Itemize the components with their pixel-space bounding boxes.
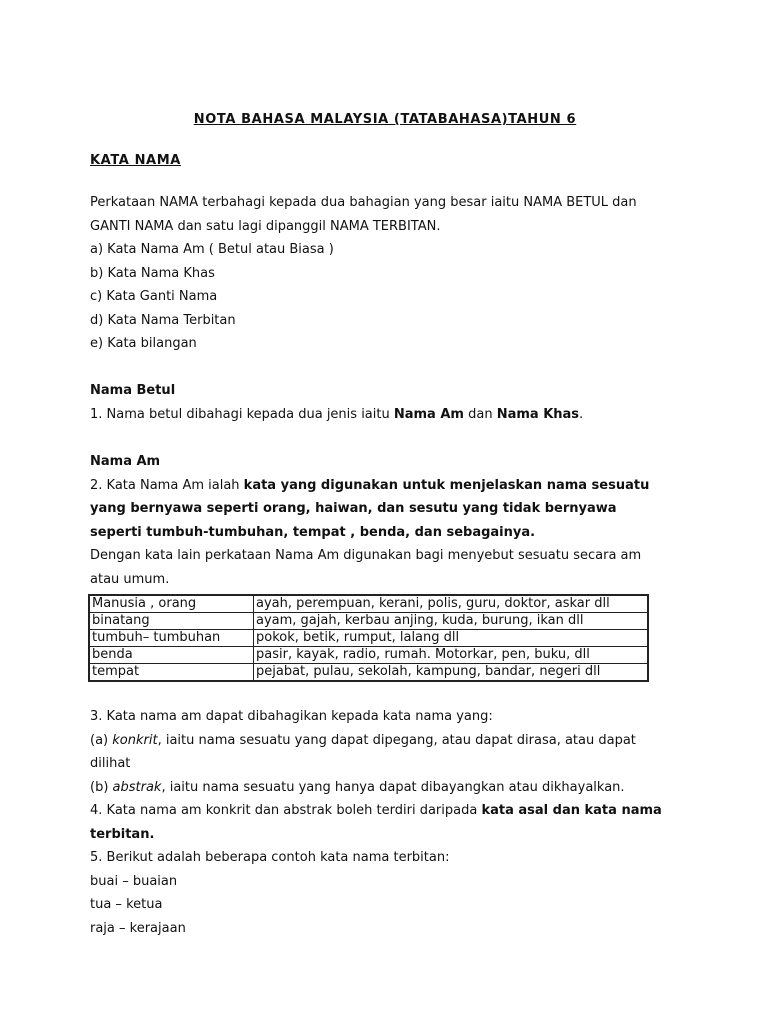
category-cell: binatang: [89, 613, 254, 630]
bold-term: kata asal dan kata nama terbitan.: [90, 803, 662, 842]
nama-am-block: [90, 450, 670, 591]
list-item: a) Kata Nama Am ( Betul atau Biasa ): [90, 242, 334, 257]
abstrak-item: [90, 776, 670, 800]
text-segment: 4. Kata nama am konkrit dan abstrak boleh terdiri daripada: [90, 803, 482, 818]
list-item: e) Kata bilangan: [90, 336, 197, 351]
nama-betul-paragraph: [90, 403, 670, 427]
nama-am-explanation: Dengan kata lain perkataan Nama Am digunakan bagi menyebut sesuatu secara am atau umum.: [90, 548, 642, 587]
bold-definition: kata yang digunakan untuk menjelaskan nama sesuatu yang bernyawa seperti orang, haiwan, dan sesutu yang tidak bernyawa seperti tumbuh-tumbuhan, tempat , benda, dan sebagainya.: [90, 477, 650, 540]
konkrit-item: [90, 729, 670, 776]
bold-term: Nama Khas: [496, 406, 580, 422]
table-row: [89, 630, 648, 647]
italic-term: konkrit: [112, 732, 158, 748]
category-cell: tumbuh– tumbuhan: [89, 630, 254, 647]
intro-paragraph: Perkataan NAMA terbahagi kepada dua bahagian yang besar iaitu NAMA BETUL dan GANTI NAMA dan satu lagi dipanggil NAMA TERBITAN.: [90, 195, 637, 234]
table-row: [89, 613, 648, 630]
list-item: b) Kata Nama Khas: [90, 265, 215, 281]
category-cell: tempat: [89, 664, 254, 682]
examples-cell: pasir, kayak, radio, rumah. Motorkar, pen, buku, dll: [254, 647, 649, 664]
example-item: tua – ketua: [90, 897, 163, 912]
examples-cell: ayah, perempuan, kerani, polis, guru, doktor, askar dll: [254, 595, 649, 613]
list-item: c) Kata Ganti Nama: [90, 289, 218, 304]
bold-term: Nama Am: [393, 406, 464, 422]
text-segment: , iaitu nama sesuatu yang dapat dipegang, atau dapat dirasa, atau dapat dilihat: [90, 732, 636, 771]
paragraph-4: [90, 799, 670, 846]
after-table-block: [90, 705, 670, 940]
nama-am-heading: Nama Am: [90, 454, 161, 469]
text-segment: , iaitu nama sesuatu yang hanya dapat dibayangkan atau dikhayalkan.: [161, 779, 625, 795]
paragraph-5: 5. Berikut adalah beberapa contoh kata nama terbitan:: [90, 850, 450, 865]
nama-betul-block: [90, 379, 670, 426]
nama-betul-heading: Nama Betul: [90, 383, 176, 398]
text-segment: (b): [90, 779, 113, 795]
category-cell: benda: [89, 647, 254, 664]
intro-block: [90, 191, 670, 356]
example-item: buai – buaian: [90, 873, 178, 889]
examples-cell: pejabat, pulau, sekolah, kampung, bandar, negeri dll: [254, 664, 649, 682]
section-title: KATA NAMA: [90, 153, 181, 168]
table-row: [89, 647, 648, 664]
text-segment: (a): [90, 732, 113, 748]
examples-table: [88, 594, 649, 682]
text-segment: .: [579, 406, 584, 422]
examples-cell: ayam, gajah, kerbau anjing, kuda, burung, ikan dll: [254, 613, 649, 630]
document-title: NOTA BAHASA MALAYSIA (TATABAHASA)TAHUN 6: [193, 112, 577, 127]
text-segment: dan: [463, 406, 497, 422]
list-item: d) Kata Nama Terbitan: [90, 312, 236, 328]
table-row: [89, 664, 648, 682]
text-segment: 2. Kata Nama Am ialah: [90, 477, 244, 493]
italic-term: abstrak: [112, 779, 162, 795]
nama-am-definition: [90, 474, 670, 545]
examples-cell: pokok, betik, rumput, lalang dll: [254, 630, 649, 647]
paragraph-3: 3. Kata nama am dapat dibahagikan kepada kata nama yang:: [90, 709, 493, 724]
category-cell: Manusia , orang: [89, 595, 254, 613]
table-row: [89, 595, 648, 613]
text-segment: 1. Nama betul dibahagi kepada dua jenis iaitu: [90, 406, 394, 422]
example-item: raja – kerajaan: [90, 920, 186, 936]
